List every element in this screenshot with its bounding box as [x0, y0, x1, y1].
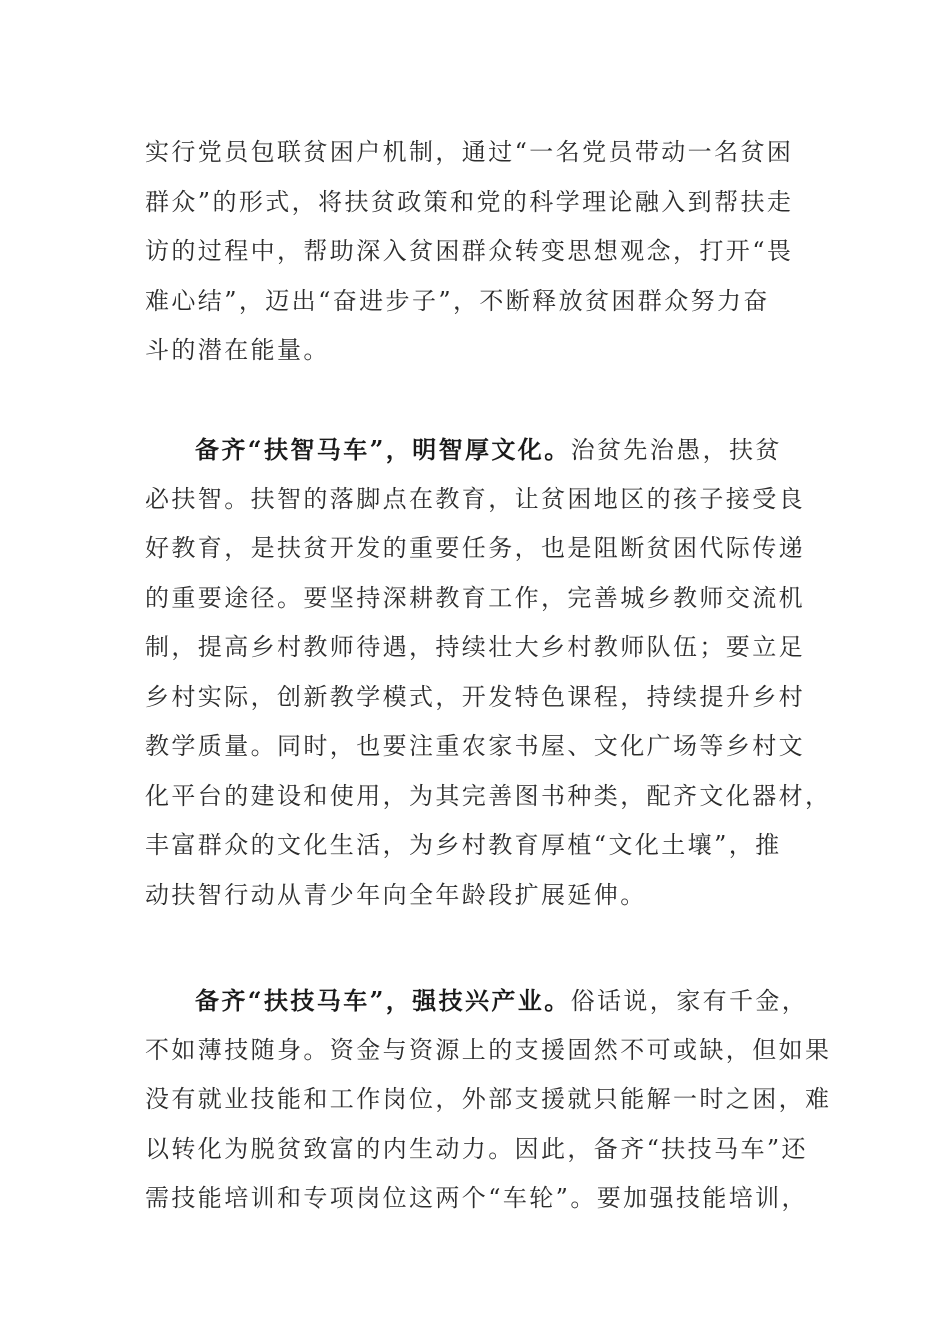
text-line: 乡村实际，创新教学模式，开发特色课程，持续提升乡村 [145, 682, 805, 711]
text-line: 实行党员包联贫困户机制，通过“一名党员带动一名贫困 [145, 138, 794, 166]
text-line: 制，提高乡村教师待遇，持续壮大乡村教师队伍；要立足 [145, 633, 805, 661]
text-line: 丰富群众的文化生活，为乡村教育厚植“文化土壤”，推 [145, 831, 782, 859]
text-line: 难心结”，迈出“奋进步子”，不断释放贫困群众努力奋 [145, 286, 770, 315]
section-heading: 备齐“扶智马车”，明智厚文化。 [195, 435, 571, 464]
text-line: 以转化为脱贫致富的内生动力。因此，备齐“扶技马车”还 [145, 1134, 808, 1163]
text-line: 访的过程中，帮助深入贫困群众转变思想观念，打开“畏 [145, 237, 794, 265]
text-line: 不如薄技随身。资金与资源上的支援固然不可或缺，但如果 [145, 1035, 832, 1064]
text-line: 化平台的建设和使用，为其完善图书种类，配齐文化器材， [145, 781, 832, 810]
text-line-first [145, 976, 810, 1026]
text-line: 教学质量。同时，也要注重农家书屋、文化广场等乡村文 [145, 732, 805, 760]
text-line: 没有就业技能和工作岗位，外部支援就只能解一时之困，难 [145, 1085, 832, 1113]
text-run: 俗话说，家有千金， [570, 987, 809, 1015]
paragraph-party-member-pairing [145, 128, 810, 376]
text-line: 的重要途径。要坚持深耕教育工作，完善城乡教师交流机 [145, 583, 805, 612]
text-line: 必扶智。扶智的落脚点在教育，让贫困地区的孩子接受良 [145, 484, 805, 513]
text-line: 群众”的形式，将扶贫政策和党的科学理论融入到帮扶走 [145, 187, 794, 216]
text-line: 需技能培训和专项岗位这两个“车轮”。要加强技能培训， [145, 1184, 808, 1212]
text-run: 治贫先治愚，扶贫 [570, 436, 782, 464]
section-heading: 备齐“扶技马车”，强技兴产业。 [195, 986, 571, 1015]
text-line: 动扶智行动从青少年向全年龄段扩展延伸。 [145, 880, 647, 909]
text-line: 斗的潜在能量。 [145, 336, 330, 364]
text-line-first [145, 425, 810, 475]
paragraph-skills-support [145, 976, 832, 1224]
text-line: 好教育，是扶贫开发的重要任务，也是阻断贫困代际传递 [145, 534, 805, 562]
paragraph-education-support [145, 425, 832, 920]
